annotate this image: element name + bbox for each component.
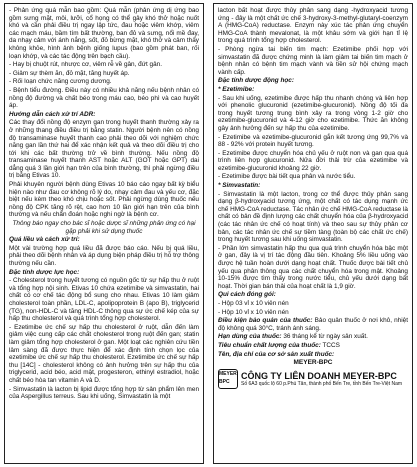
pharmacodynamics-p3: - Simvastatin là lacton bị lipid được tổng hợp từ sản phẩm lên men của Aspergillus terreus. Sau khi uống, Simvastatin là một [9,385,199,401]
overdose-paragraph: Một vài trường hợp quá liều đã được báo cáo. Nếu bị quá liều, phải theo dõi bệnh nhân và áp dụng biện pháp điều trị hỗ trợ thông thường nếu cần. [9,244,199,267]
pharmacokinetics-heading: Đặc tính dược động học: [218,77,294,85]
manufacturer-block [218,359,408,389]
adr-muscle-paragraph: Phải khuyên người bệnh dùng Etivas 10 báo cáo ngay bất kỳ biểu hiện nào như đau cơ không rõ lý do, nhạy cảm đau và yếu cơ, đặc biệt nếu kèm theo khó chịu hoặc sốt. Phải ngừng dùng thuốc nếu nồng độ CPK tăng rõ rệt, cao hơn 10 lần giới hạn trên của bình thường và nếu chẩn đoán hoặc nghi ngờ là bệnh cơ. [9,181,199,219]
pharmacodynamics-heading: Đặc tính dược lực học: [9,268,80,276]
simvastatin-heading: * Simvastatin: [218,182,261,190]
simvastatin-p2: - Phần lớn simvastatin hấp thu qua quá trình chuyển hóa bậc một ở gan, đây là vị trí tác động đầu tiên. Khoảng 5% liều uống vào được hệ tuần hoàn dưới dạng hoạt chất. Thuốc được bài tiết chủ yếu qua phân thông qua các chất chuyển hóa trong mật. Khoảng 10-15% được tìm thấy trong nước tiểu, chủ yếu dưới dạng bất hoạt. Thời gian bán thải của hoạt chất là 1,9 giờ. [218,244,408,290]
report-notice: Thông báo ngay cho bác sĩ hoặc dược sĩ những phản ứng có hại gặp phải khi sử dụng thuốc [12,220,196,235]
quality-standard-text: TCCS [322,341,340,349]
company-logo-icon: MEYER BPC [218,369,238,389]
shelf-life-text: 36 tháng kể từ ngày sản xuất. [283,333,368,341]
quality-standard-heading: Tiêu chuẩn chất lượng của thuốc: [218,341,321,349]
side-effects-appetite: - Giảm sự thèm ăn, đỏ mặt, tăng huyết áp. [9,69,130,77]
adr-liver-paragraph: Các thay đổi nồng độ enzym gan trong huyết thanh thường xảy ra ở những thang điều điều trị bằng statin. Người bệnh nên có nồng độ transaminase huyết thanh cao phải theo dõi với nghiệm chức năng gan lần thứ hai để xác nhận kết quả và theo dõi điều trị cho tới khi các bất thường trở về bình thường. Nếu nồng độ transaminase huyết thanh AST hoặc ALT (GOT hoặc GPT) dai dẳng quá 3 lần giới hạn trên của bình thường, thì phải ngừng điều trị bằng Etivas 10. [9,119,199,180]
ezetimibe-metabolism: - Ezetimibe được chuyển hóa chủ yếu ở ruột non và gan qua quá trình liên hợp glucuronid. Nửa đời thải trừ của ezetimibe và ezetimibe-glucuronid khoảng 22 giờ. [218,149,408,172]
simvastatin-p1: - Simvastatin là một lacton, trong cơ thể được thủy phân sang dạng β-hydroxyacid tương ứng, một chất có tác dụng mạnh ức chế HMG-CoA reductase. Tác nhân ức chế HMG-CoA reductase là chất có bản đề định lượng các chất chuyển hóa của β-hydroxyacid (các tác nhân ức chế có hoạt tính) và theo sau sự thủy phân cơ bản, các tác nhân ức chế sự tiềm tàng (toàn bộ các chất ức chế) trong huyết tương sau khi uống simvastatin. [218,190,408,244]
storage-heading: Điều kiện bảo quản của thuốc: [218,317,313,325]
pharmacodynamics-p1: - Cholesterol trong huyết tương có nguồn gốc từ sự hấp thu ở ruột và tổng hợp nội sinh. Etivas 10 chứa ezetimibe và simvastatin, hai chất có cơ chế tác động bổ sung cho nhau. Etivas 10 làm giảm cholesterol toàn phần, LDL-C, apolipoprotein B (apo B), triglycerid (TG), non-HDL-C và tăng HDL-C thông qua sự ức chế kép của sự hấp thu cholesterol và quá trình tổng hợp cholesterol. [9,277,199,323]
cardiovascular-prevention: - Phòng ngừa tai biến tim mạch: Ezetimibe phối hợp với simvastatin đã được chứng minh là làm giảm tai biến tim mạch ở bệnh nhân có bệnh tim mạch vành và tiền sử hội chứng mạch vành cấp. [218,45,408,76]
packaging-item-1: - Hộp 03 vỉ x 10 viên nén [218,299,289,307]
ezetimibe-binding: - Ezetimibe và ezetimibe-glucuronid gắn kết tương ứng 99,7% và 88 - 92% với protein huyết tương. [218,133,408,149]
storage-text: Bảo quản thuốc ở nơi khô, nhiệt độ không quá 30°C, tránh ánh sáng. [218,317,408,332]
pharmacodynamics-p2: - Ezetimibe ức chế sự hấp thu cholesterol ở ruột, dẫn đến làm giảm việc cung cấp các chất cholesterol trong ruột đến gan; statin làm giảm tổng hợp cholesterol ở gan. Một loạt các nghiên cứu tiền lâm sàng đã được thực hiện để xác định tính chọn lọc của ezetimibe ức chế sự hấp thu cholesterol. Ezetimibe ức chế sự hấp thu [14C] - cholesterol không có ảnh hưởng trên sự hấp thu của triglycerid, acid béo, acid mật, progesteron, ethinyl estradiol, hoặc chất béo hòa tan vitamin A và D. [9,323,199,384]
packaging-heading: Qui cách đóng gói: [218,291,276,299]
manufacturer-heading: Tên, địa chỉ của cơ sở sản xuất thuốc: [218,350,335,358]
overdose-heading: Quá liều và cách xử trí: [9,236,80,244]
company-name: CÔNG TY LIÊN DOANH MEYER-BPC [241,370,397,381]
ezetimibe-excretion: - Ezetimibe được bài tiết qua phân và nước tiểu. [218,173,356,181]
ezetimibe-heading: * Ezetimibe: [218,85,255,93]
shelf-life-heading: Hạn dùng của thuốc: [218,333,282,341]
side-effects-muscle: - Hay bị chuột rút, nhược cơ, viêm rễ về gân, đứt gân. [9,61,162,69]
simvastatin-continued: lacton bất hoạt được thủy phân sang dạng -hydroxyacid tương ứng - đây là một chất ức chế 3-hydroxy-3-methyl-glutaryl-coenzym A (HMG-CoA) reductase. Enzym này xúc tác phản ứng chuyển HMG-CoA thành mevalonat, là một khâu sớm và giới hạn tỉ lệ trong quá trình tổng hợp cholesterol. [218,7,408,45]
side-effects-hypersensitivity: - Phản ứng quá mẫn bao gồm: Quá mẫn (phản ứng dị ứng bao gồm sưng mặt, môi, lưỡi, cổ họng có thể gây khó thở hoặc nuốt khó và cần phải điều trị ngay lập tức, đau hoặc viêm khớp, viêm các mạch máu, bầm tím bất thường, ban đỏ và sưng, nổi mề đay, da nhạy cảm với ánh nắng, sốt, đỏ bừng mặt, khó thở và cảm thấy không khỏe, hình ảnh bệnh giống lupus (bao gồm phát ban, rối loạn khớp, và các tác động trên bạch cầu). [9,7,199,60]
adr-heading: Hướng dẫn cách xử trí ADR: [9,110,96,118]
side-effects-diabetes: - Bệnh tiểu đường. Điều này có nhiều khả năng nếu bệnh nhân có nồng độ đường và chất béo trong máu cao, béo phì và cao huyết áp. [9,86,199,110]
company-address: Số 6A3 quốc lộ 60 p.Phú Tân, thành phố Bến Tre, tỉnh Bến Tre-Việt Nam [241,380,403,387]
side-effects-erectile: - Rối loạn chức năng cương dương. [9,78,112,86]
packaging-item-2: - Hộp 10 vỉ x 10 viên nén [218,308,289,316]
ezetimibe-absorption: - Sau khi uống, ezetimibe được hấp thu nhanh chóng và liên hợp với phenolic glucuronid (ezetimibe-glucuronid). Nồng độ tối đa trong huyết tương trung bình xảy ra trong vòng 1-2 giờ cho ezetimibe-glucuronid và 4-12 giờ cho ezetimibe. Thức ăn không gây ảnh hưởng đến sự hấp thu của ezetimibe. [218,94,408,132]
right-column [213,3,413,464]
left-column [4,3,204,464]
meyer-label: MEYER-BPC [293,359,333,367]
